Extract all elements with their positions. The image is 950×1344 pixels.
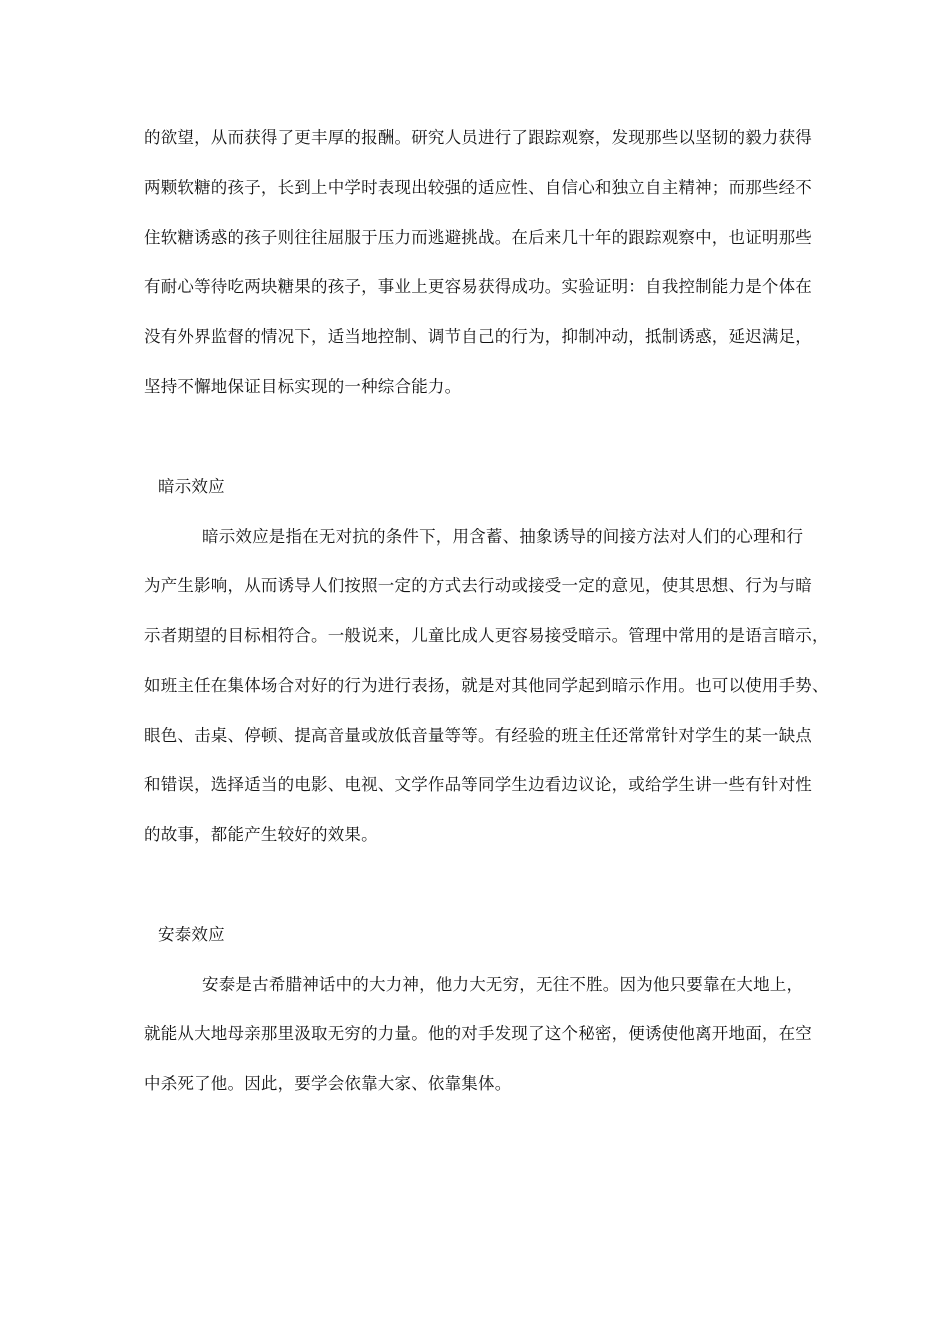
paragraph-line: 安泰是古希腊神话中的大力神，他力大无穷，无往不胜。因为他只要靠在大地上， bbox=[202, 975, 804, 994]
paragraph-line: 中杀死了他。因此，要学会依靠大家、依靠集体。 bbox=[144, 1074, 512, 1093]
paragraph-line: 示者期望的目标相符合。一般说来，儿童比成人更容易接受暗示。管理中常用的是语言暗示， bbox=[144, 626, 829, 645]
paragraph-line: 两颗软糖的孩子，长到上中学时表现出较强的适应性、自信心和独立自主精神；而那些经不 bbox=[144, 178, 812, 197]
paragraph-line: 坚持不懈地保证目标实现的一种综合能力。 bbox=[144, 377, 462, 396]
paragraph-line: 眼色、击桌、停顿、提高音量或放低音量等等。有经验的班主任还常常针对学生的某一缺点 bbox=[144, 726, 812, 745]
paragraph-line: 如班主任在集体场合对好的行为进行表扬，就是对其他同学起到暗示作用。也可以使用手势、 bbox=[144, 676, 829, 695]
section-heading-antaeus: 安泰效应 bbox=[158, 925, 225, 944]
paragraph-line: 就能从大地母亲那里汲取无穷的力量。他的对手发现了这个秘密，便诱使他离开地面，在空 bbox=[144, 1024, 812, 1043]
paragraph-line: 有耐心等待吃两块糖果的孩子，事业上更容易获得成功。实验证明：自我控制能力是个体在 bbox=[144, 277, 812, 296]
section-heading-suggestion: 暗示效应 bbox=[158, 477, 225, 496]
paragraph-line: 暗示效应是指在无对抗的条件下，用含蓄、抽象诱导的间接方法对人们的心理和行 bbox=[202, 527, 804, 546]
paragraph-line: 的欲望，从而获得了更丰厚的报酬。研究人员进行了跟踪观察，发现那些以坚韧的毅力获得 bbox=[144, 128, 812, 147]
paragraph-line: 的故事，都能产生较好的效果。 bbox=[144, 825, 378, 844]
paragraph-line: 和错误，选择适当的电影、电视、文学作品等同学生边看边议论，或给学生讲一些有针对性 bbox=[144, 775, 812, 794]
paragraph-line: 住软糖诱惑的孩子则往往屈服于压力而逃避挑战。在后来几十年的跟踪观察中，也证明那些 bbox=[144, 228, 812, 247]
paragraph-line: 没有外界监督的情况下，适当地控制、调节自己的行为，抑制冲动，抵制诱惑，延迟满足， bbox=[144, 327, 812, 346]
paragraph-line: 为产生影响，从而诱导人们按照一定的方式去行动或接受一定的意见，使其思想、行为与暗 bbox=[144, 576, 812, 595]
